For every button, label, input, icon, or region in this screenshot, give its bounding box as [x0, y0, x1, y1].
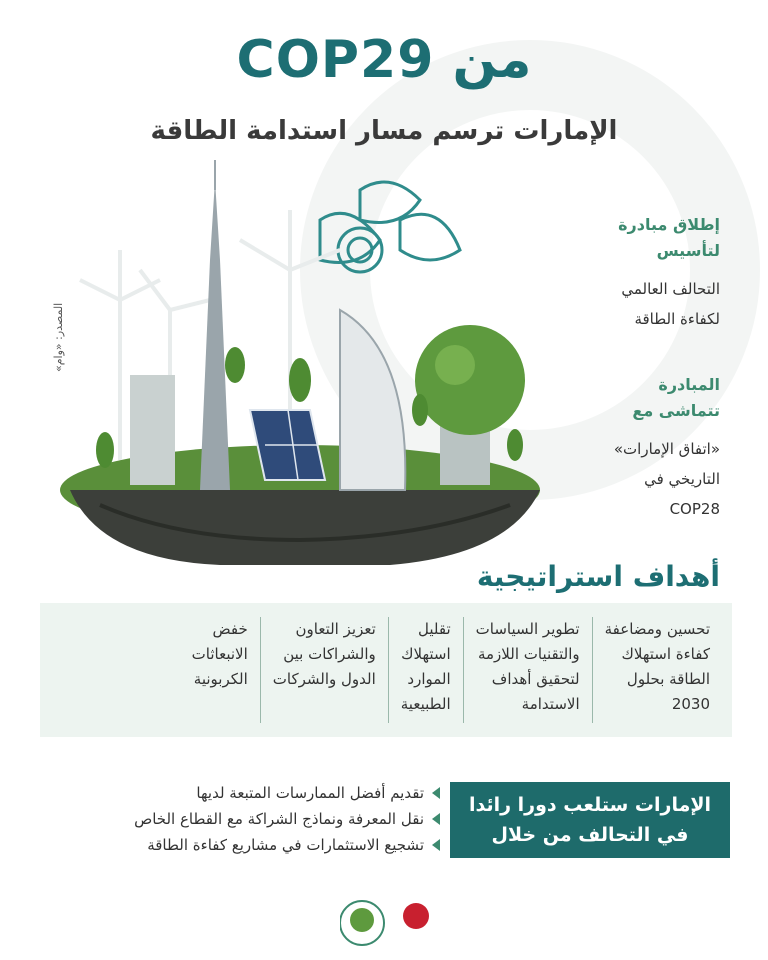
goal-item: تطوير السياسات والتقنيات اللازمة لتحقيق أهداف الاستدامة: [464, 617, 593, 723]
initiative-sidebar: [530, 212, 720, 524]
al-ain-logo: [403, 903, 429, 929]
goal-item: تقليل استهلاك الموارد الطبيعية: [389, 617, 464, 723]
triangle-bullet-icon: [432, 787, 440, 799]
triangle-bullet-icon: [432, 813, 440, 825]
earth-call-logo: [340, 901, 384, 945]
uae-role-box: الإمارات ستلعب دورا رائدا في التحالف من خلال: [450, 782, 730, 858]
initiative-launch-heading: إطلاق مبادرة لتأسيس: [618, 215, 720, 260]
initiative-alignment-heading: المبادرة تتماشى مع: [632, 375, 720, 420]
footer-logos: [340, 898, 440, 948]
initiative-launch-text: التحالف العالمي لكفاءة الطاقة: [621, 280, 720, 328]
triangle-bullet-icon: [432, 839, 440, 851]
role-bullet-list: [60, 780, 440, 858]
goal-item: تعزيز التعاون والشراكات بين الدول والشركات: [261, 617, 389, 723]
list-item: تشجيع الاستثمارات في مشاريع كفاءة الطاقة: [60, 832, 440, 858]
list-item: تقديم أفضل الممارسات المتبعة لديها: [60, 780, 440, 806]
goals-title: أهداف استراتيجية: [476, 560, 720, 593]
goal-item: تحسين ومضاعفة كفاءة استهلاك الطاقة بحلول 2030: [604, 620, 710, 713]
sustainable-city-illustration: [60, 160, 560, 580]
list-item: نقل المعرفة ونماذج الشراكة مع القطاع الخاص: [60, 806, 440, 832]
goals-box: [40, 603, 732, 737]
page-title: من COP29: [236, 30, 532, 90]
source-credit: المصدر: «وام»: [52, 302, 65, 372]
page-subtitle: الإمارات ترسم مسار استدامة الطاقة: [150, 116, 618, 146]
goal-item: خفض الانبعاثات الكربونية: [180, 617, 261, 723]
initiative-alignment-text: «اتفاق الإمارات» التاريخي في COP28: [613, 440, 720, 518]
initiative-alignment-block: [530, 372, 720, 524]
